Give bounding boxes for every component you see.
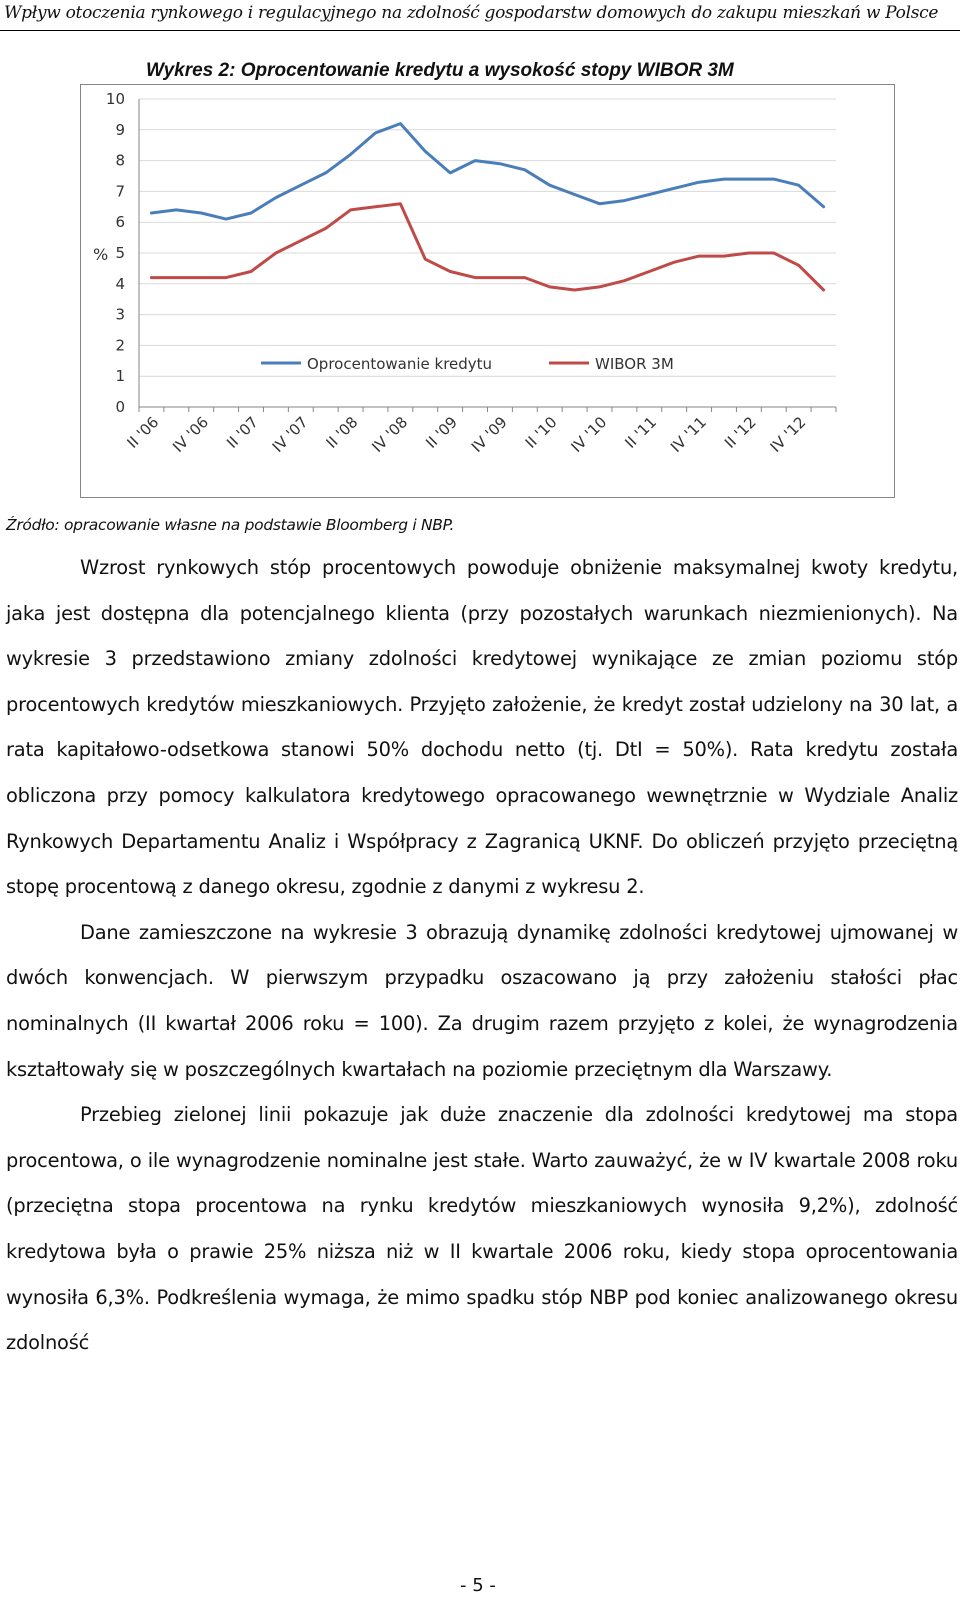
x-tick-label: IV '10 [567, 413, 611, 457]
x-tick-label: II '08 [322, 413, 362, 452]
x-tick-label: II '07 [223, 413, 262, 452]
y-tick-label: 4 [115, 274, 125, 293]
chart-source: Źródło: opracowanie własne na podstawie Bloomberg i NBP. [6, 516, 455, 534]
chart-area [80, 84, 895, 498]
y-tick-label: 3 [115, 305, 125, 324]
body-text [6, 545, 958, 1366]
y-tick-label: 1 [115, 367, 125, 386]
x-tick-label: IV '07 [268, 413, 312, 457]
page-number: - 5 - [460, 1575, 496, 1596]
y-tick-label: 7 [115, 182, 125, 201]
x-tick-label: IV '12 [766, 413, 810, 457]
y-tick-label: 2 [115, 336, 125, 355]
y-tick-label: 9 [115, 120, 125, 139]
x-tick-label: II '09 [422, 413, 461, 452]
chart-title: Wykres 2: Oprocentowanie kredytu a wysokość stopy WIBOR 3M [146, 60, 734, 81]
x-tick-label: II '12 [720, 413, 760, 452]
y-tick-label: 6 [115, 213, 125, 232]
x-tick-label: II '10 [521, 413, 561, 452]
y-tick-label: 5 [115, 244, 125, 262]
legend-label: WIBOR 3M [595, 355, 674, 373]
x-tick-label: IV '08 [368, 413, 412, 457]
running-header-title: Wpływ otoczenia rynkowego i regulacyjnego na zdolność gospodarstw domowych do zakupu mieszkań w Polsce [4, 3, 939, 23]
x-tick-label: IV '11 [667, 413, 710, 457]
paragraph: Przebieg zielonej linii pokazuje jak duże znaczenie dla zdolności kredytowej ma stopa procentowa, o ile wynagrodzenie nominalne jest stałe. Warto zauważyć, że w IV kwartale 2008 roku (przeciętna stopa procentowa na rynku kredytów mieszkaniowych wynosiła 9,2%), zdolność kredytowa była o prawie 25% niższa niż w II kwartale 2006 roku, kiedy stopa oprocentowania wynosiła 6,3%. Podkreślenia wymaga, że mimo spadku stóp NBP pod koniec analizowanego okresu zdolność [6, 1103, 958, 1355]
running-header [0, 0, 960, 31]
series-line-2 [151, 204, 823, 290]
line-chart [81, 85, 896, 499]
x-tick-label: IV '06 [169, 413, 213, 457]
y-tick-label: 0 [115, 398, 125, 416]
legend-label: Oprocentowanie kredytu [307, 355, 493, 373]
y-tick-label: 10 [105, 90, 125, 108]
x-tick-label: II '11 [621, 413, 661, 452]
paragraph: Dane zamieszczone na wykresie 3 obrazują dynamikę zdolności kredytowej ujmowanej w dwóch konwencjach. W pierwszym przypadku oszacowano ją przy założeniu stałości płac nominalnych (II kwartał 2006 roku = 100). Za drugim razem przyjęto z kolei, że wynagrodzenia kształtowały się w poszczególnych kwartałach na poziomie przeciętnym dla Warszawy. [6, 920, 958, 1081]
paragraph: Wzrost rynkowych stóp procentowych powoduje obniżenie maksymalnej kwoty kredytu, jaka jest dostępna dla potencjalnego klienta (przy pozostałych warunkach niezmienionych). Na wykresie 3 przedstawiono zmiany zdolności kredytowej wynikające ze zmian poziomu stóp procentowych kredytów mieszkaniowych. Przyjęto założenie, że kredyt został udzielony na 30 lat, a rata kapitałowo-odsetkowa stanowi 50% dochodu netto (tj. DtI = 50%). Rata kredytu została obliczona przy pomocy kalkulatora kredytowego opracowanego wewnętrznie w Wydziale Analiz Rynkowych Departamentu Analiz i Współpracy z Zagranicą UKNF. Do obliczeń przyjęto przeciętną stopę procentową z danego okresu, zgodnie z danymi z wykresu 2. [6, 556, 958, 899]
x-tick-label: IV '09 [467, 413, 511, 457]
series-line-1 [151, 124, 823, 220]
y-axis-label: % [93, 245, 109, 264]
y-tick-label: 8 [115, 151, 125, 170]
x-tick-label: II '06 [123, 413, 163, 452]
